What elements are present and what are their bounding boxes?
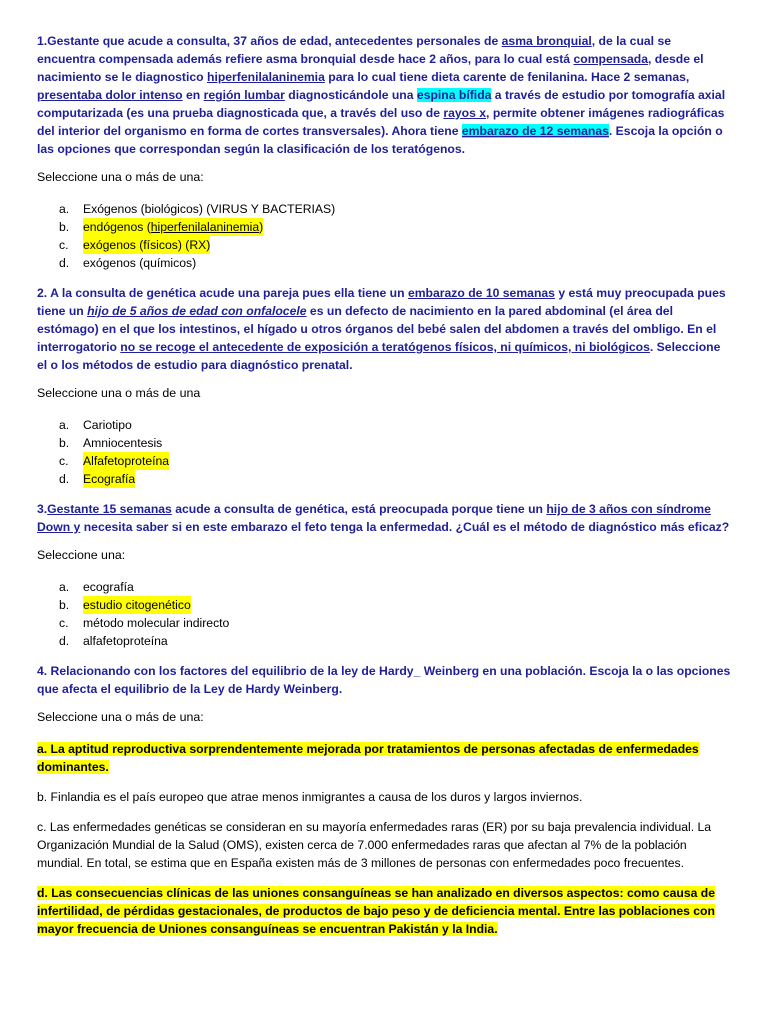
question-3-text	[37, 500, 731, 536]
option-letter: c.	[59, 616, 69, 630]
option-letter: c.	[59, 454, 69, 468]
option-b	[37, 218, 731, 236]
text-run: a través de estudio por tomografía axial computarizada (es una prueba diagnosticada que, a través del uso de	[37, 88, 726, 120]
option-text	[83, 632, 168, 650]
text-run: Amniocentesis	[83, 436, 163, 450]
option-letter: d.	[59, 472, 70, 486]
option-text	[83, 236, 210, 254]
question-4-answer-b	[37, 788, 731, 806]
text-run: Ecografía	[83, 472, 136, 486]
text-run: y está muy preocupada pues tiene un	[37, 286, 726, 318]
underlined-phrase: asma bronquial	[501, 34, 592, 48]
text-run: endógenos (	[83, 220, 151, 234]
text-run: Exógenos (biológicos) (VIRUS Y BACTERIAS)	[83, 202, 336, 216]
question-1-instruction: Seleccione una o más de una:	[37, 170, 204, 184]
text-run: Cariotipo	[83, 418, 132, 432]
underlined-phrase: embarazo de 10 semanas	[407, 286, 555, 300]
question-2-instruction: Seleccione una o más de una	[37, 386, 201, 400]
text-run: 1.Gestante que acude a consulta, 37 años de edad, antecedentes personales de	[37, 34, 502, 48]
document-page	[37, 32, 731, 950]
option-letter: a.	[59, 418, 70, 432]
option-a	[37, 578, 731, 596]
text-run: )	[259, 220, 264, 234]
text-run: necesita saber si en este embarazo el feto tenga la enfermedad. ¿Cuál es el método de diagnóstico más eficaz?	[80, 520, 730, 534]
option-letter: d.	[59, 256, 70, 270]
question-4-answer-a	[37, 740, 731, 776]
option-text	[83, 254, 196, 272]
question-4-text	[37, 662, 731, 698]
option-text	[83, 614, 229, 632]
underlined-phrase: presentaba dolor intenso	[37, 88, 183, 102]
option-letter: b.	[59, 436, 70, 450]
text-run: , desde el nacimiento se le diagnostico	[37, 52, 704, 84]
option-letter: d.	[59, 634, 70, 648]
text-run: exógenos (físicos) (RX)	[83, 238, 211, 252]
option-text	[83, 218, 263, 236]
option-letter: c.	[59, 238, 69, 252]
question-4-answer-d	[37, 884, 731, 938]
option-text	[83, 434, 162, 452]
option-a	[37, 416, 731, 434]
option-text	[83, 470, 135, 488]
question-3-options	[37, 578, 731, 650]
option-b	[37, 434, 731, 452]
option-d	[37, 632, 731, 650]
option-a	[37, 200, 731, 218]
answer-d-text: d. Las consecuencias clínicas de las uniones consanguíneas se han analizado en diversos aspectos: como causa de infertilidad, de pérdidas gestacionales, de productos de bajo peso y de deficiencia mental. Entre las poblaciones con mayor frecuencia de Uniones consanguíneas se encuentran Pakistán y la India.	[37, 886, 716, 936]
option-text	[83, 200, 335, 218]
text-run: para lo cual tiene dieta carente de fenilanina. Hace 2 semanas,	[324, 70, 690, 84]
answer-a-text: a. La aptitud reproductiva sorprendentemente mejorada por tratamientos de personas afectadas de enfermedades dominantes.	[37, 742, 699, 774]
question-4-answers	[37, 740, 731, 938]
text-run: 3.	[37, 502, 48, 516]
text-run: . Seleccione el o los métodos de estudio para diagnóstico prenatal.	[37, 340, 721, 372]
underlined-phrase: hijo de 3 años con síndrome Down y	[37, 502, 711, 534]
option-c	[37, 236, 731, 254]
question-3-instruction: Seleccione una:	[37, 548, 126, 562]
text-run: estudio citogenético	[83, 598, 191, 612]
text-run: . Escoja la opción o las opciones que correspondan según la clasificación de los teratógenos.	[37, 124, 723, 156]
text-run: exógenos (químicos)	[83, 256, 197, 270]
option-d	[37, 470, 731, 488]
answer-c-text: c. Las enfermedades genéticas se consideran en su mayoría enfermedades raras (ER) por su baja prevalencia individual. La Organización Mundial de la Salud (OMS), existen cerca de 7.000 enfermedades raras que afectan al 7% de la población mundial. En total, se estima que en España existen más de 3 millones de personas con enfermedades poco frecuentes.	[37, 820, 712, 870]
option-b	[37, 596, 731, 614]
underlined-phrase: embarazo de 12 semanas	[461, 124, 609, 138]
underlined-phrase: hijo de 5 años de edad con onfalocele	[87, 304, 307, 318]
option-c	[37, 614, 731, 632]
question-2-options	[37, 416, 731, 488]
question-1-text	[37, 32, 731, 158]
underlined-phrase: no se recoge el antecedente de exposición a teratógenos físicos, ni químicos, ni biológicos	[120, 340, 650, 354]
option-text	[83, 578, 134, 596]
text-run: en	[182, 88, 204, 102]
option-d	[37, 254, 731, 272]
text-run: espina bífida	[416, 88, 492, 102]
text-run: alfafetoproteína	[83, 634, 168, 648]
option-text	[83, 452, 169, 470]
text-run: 2. A la consulta de genética acude una pareja pues ella tiene un	[37, 286, 408, 300]
option-letter: a.	[59, 580, 70, 594]
text-run: método molecular indirecto	[83, 616, 230, 630]
text-run: diagnosticándole una	[284, 88, 417, 102]
option-letter: b.	[59, 220, 70, 234]
question-1-options	[37, 200, 731, 272]
option-text	[83, 596, 191, 614]
underlined-phrase: hiperfenilalaninemia	[150, 220, 260, 234]
text-run: , de la cual se encuentra compensada además refiere asma bronquial desde hace 2 años, para lo cual está	[37, 34, 671, 66]
text-run: ecografía	[83, 580, 134, 594]
text-run: 4. Relacionando con los factores del equilibrio de la ley de Hardy_ Weinberg en una población. Escoja la o las opciones que afecta el equilibrio de la Ley de Hardy Weinberg.	[37, 664, 731, 696]
question-2-text	[37, 284, 731, 374]
text-run: permite obtener imágenes radiográficas del interior del organismo en forma de cortes transversales). Ahora tiene	[37, 106, 725, 138]
underlined-phrase: hiperfenilalaninemia	[207, 70, 325, 84]
option-letter: b.	[59, 598, 70, 612]
option-letter: a.	[59, 202, 70, 216]
underlined-phrase: rayos x,	[443, 106, 490, 120]
option-c	[37, 452, 731, 470]
question-4-instruction: Seleccione una o más de una:	[37, 710, 204, 724]
text-run: acude a consulta de genética, está preocupada porque tiene un	[171, 502, 547, 516]
text-run: Alfafetoproteína	[83, 454, 170, 468]
question-4-answer-c	[37, 818, 731, 872]
underlined-phrase: región lumbar	[203, 88, 285, 102]
underlined-phrase: Gestante 15 semanas	[47, 502, 172, 516]
option-text	[83, 416, 132, 434]
text-run: es un defecto de nacimiento en la pared abdominal (el área del estómago) en el que los intestinos, el hígado u otros órganos del bebé salen del abdomen a través del ombligo. En el interrogatorio	[37, 304, 717, 354]
answer-b-text: b. Finlandia es el país europeo que atrae menos inmigrantes a causa de los duros y largos inviernos.	[37, 790, 583, 804]
underlined-phrase: compensada	[573, 52, 648, 66]
